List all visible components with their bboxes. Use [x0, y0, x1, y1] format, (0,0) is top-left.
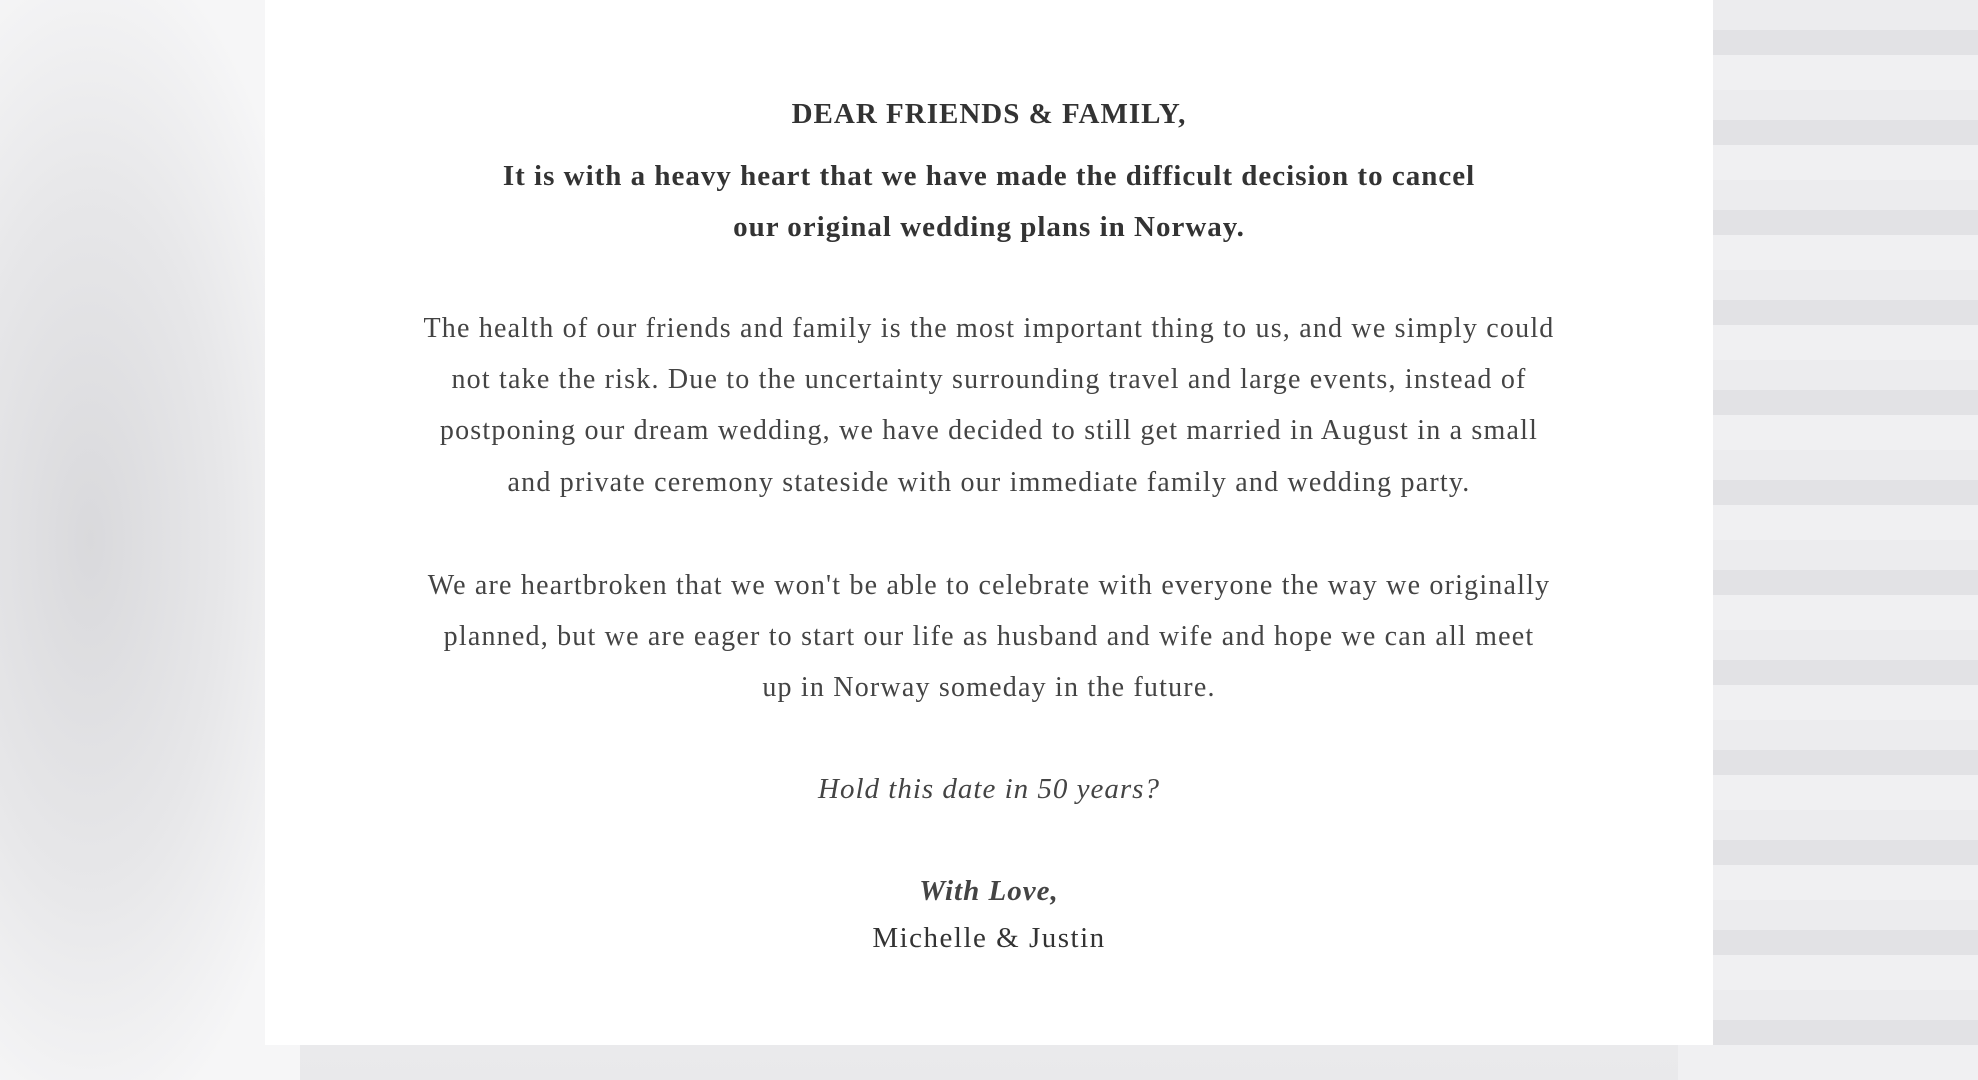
question-line: Hold this date in 50 years? [818, 773, 1160, 805]
paragraph-line: up in Norway someday in the future. [762, 672, 1216, 703]
paragraph-line: not take the risk. Due to the uncertainty surrounding travel and large events, instead of [451, 364, 1527, 395]
paragraph-line: and private ceremony stateside with our immediate family and wedding party. [507, 467, 1471, 498]
paragraph-line: The health of our friends and family is the most important thing to us, and we simply could [423, 313, 1555, 344]
letter-card [265, 0, 1713, 1045]
background-brush-right [1678, 0, 1978, 1080]
paragraph-line: We are heartbroken that we won't be able to celebrate with everyone the way we originally [427, 570, 1551, 601]
closing-line: With Love, [919, 875, 1059, 907]
intro-line: our original wedding plans in Norway. [733, 211, 1245, 243]
intro-line: It is with a heavy heart that we have made the difficult decision to cancel [502, 160, 1476, 192]
paragraph-line: postponing our dream wedding, we have decided to still get married in August in a small [439, 415, 1539, 446]
background-brush-left [0, 0, 300, 1080]
greeting-heading: DEAR FRIENDS & FAMILY, [791, 98, 1187, 130]
paragraph-line: planned, but we are eager to start our life as husband and wife and hope we can all meet [443, 621, 1535, 652]
signature: Michelle & Justin [872, 922, 1106, 954]
